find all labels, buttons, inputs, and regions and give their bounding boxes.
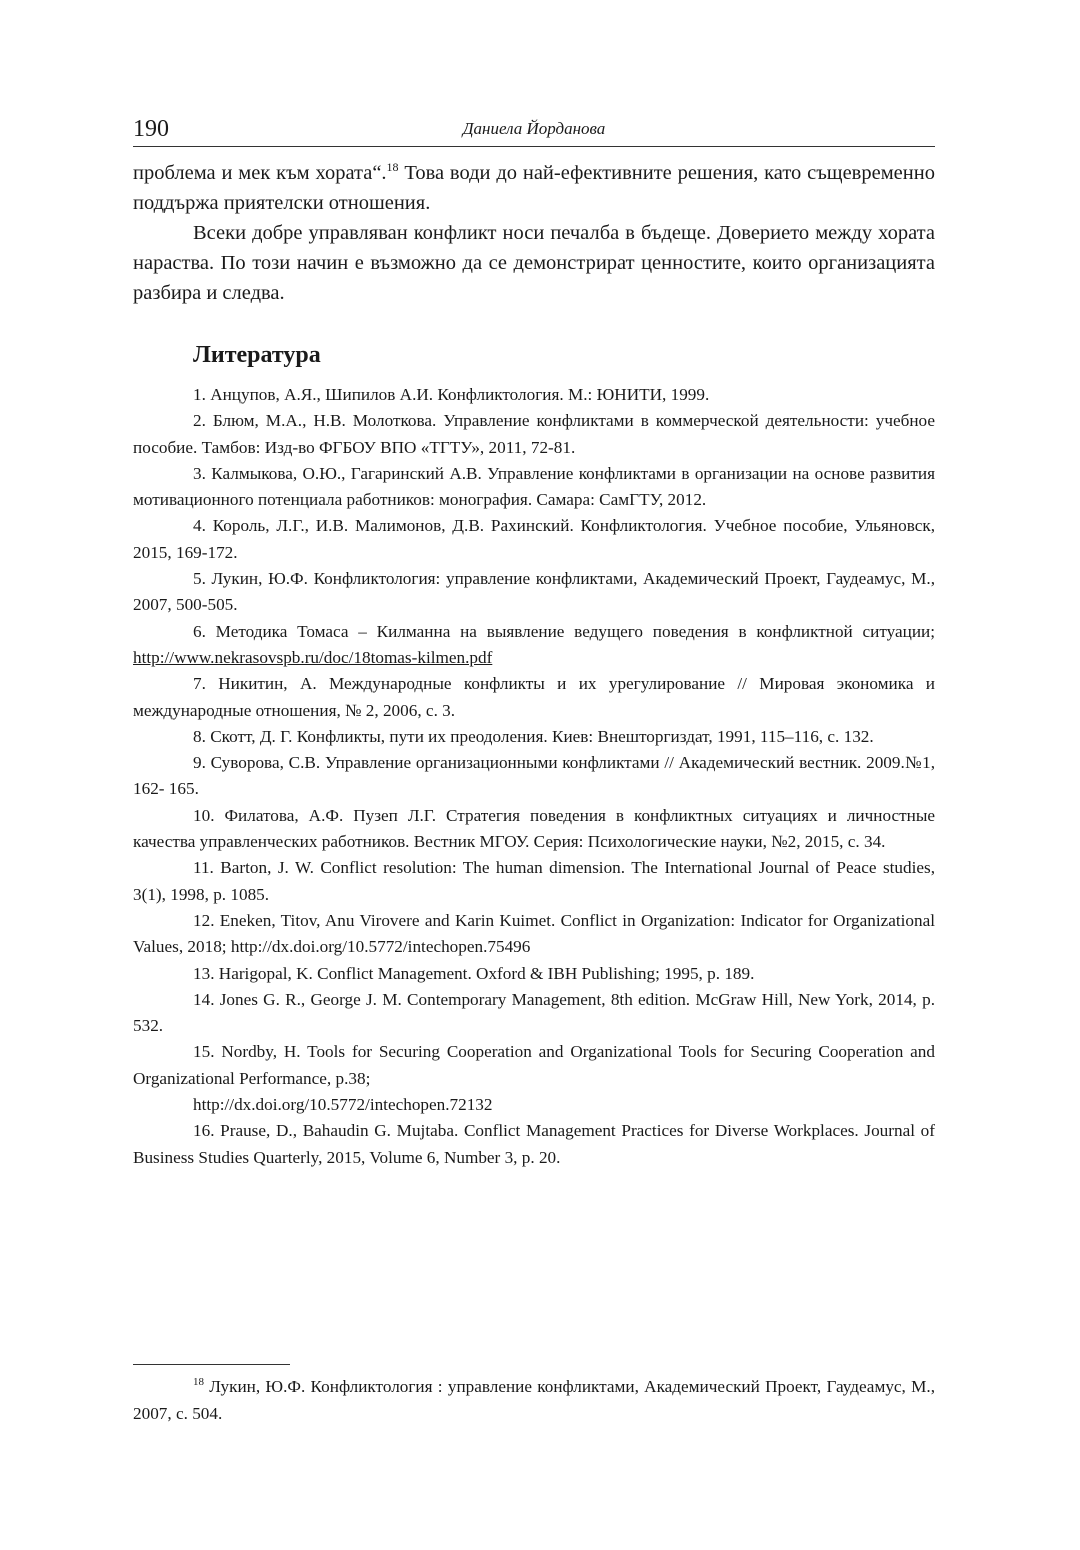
reference-url-line[interactable]: http://dx.doi.org/10.5772/intechopen.72132 (193, 1095, 493, 1115)
reference-item: 8. Скотт, Д. Г. Конфликты, пути их преодоления. Киев: Внешторгиздат, 1991, 115–116, с. 132. (193, 726, 874, 746)
reference-item: 10. Филатова, А.Ф. Пузеп Л.Г. Стратегия поведения в конфликтных ситуациях и личностные качества управленческих работников. Вестник МГОУ. Серия: Психологические науки, №2, 2015, с. 34. (133, 805, 935, 852)
reference-item: 14. Jones G. R., George J. M. Contemporary Management, 8th edition. McGraw Hill, New York, 2014, p. 532. (133, 989, 935, 1036)
reference-item: 7. Никитин, А. Международные конфликты и их урегулирование // Мировая экономика и международные отношения, № 2, 2006, с. 3. (133, 674, 935, 720)
paragraph-1 (133, 158, 935, 218)
reference-item: 5. Лукин, Ю.Ф. Конфликтология: управление конфликтами, Академический Проект, Гаудеамус, М., 2007, 500-505. (133, 569, 935, 615)
reference-link[interactable]: http://www.nekrasovspb.ru/doc/18tomas-kilmen.pdf (133, 647, 493, 667)
paragraph-1-start: проблема и мек към хората“. (133, 162, 387, 184)
reference-item: 11. Barton, J. W. Conflict resolution: The human dimension. The International Journal of Peace studies, 3(1), 1998, p. 1085. (133, 858, 935, 904)
body-text (133, 158, 935, 308)
paragraph-1-end: Това води до най-ефективните решения, като същевременно поддържа приятелски отношения. (133, 162, 935, 214)
reference-text: 6. Методика Томаса – Килманна на выявление ведущего поведения в конфликтной ситуации; (193, 621, 935, 641)
paragraph-2: Всеки добре управляван конфликт носи печалба в бъдеще. Доверието между хората нараства. По този начин е възможно да се демонстрират ценностите, които организацията разбира и следва. (133, 222, 935, 304)
reference-item: 4. Король, Л.Г., И.В. Малимонов, Д.В. Рахинский. Конфликтология. Учебное пособие, Ульяновск, 2015, 169-172. (133, 516, 935, 562)
running-head: Даниела Йорданова (462, 119, 606, 138)
page-number: 190 (133, 116, 169, 142)
reference-item: 13. Harigopal, K. Conflict Management. Oxford & IBH Publishing; 1995, p. 189. (193, 963, 755, 983)
footnote (133, 1373, 935, 1427)
reference-item (133, 619, 935, 672)
reference-item: 12. Eneken, Titov, Anu Virovere and Karin Kuimet. Conflict in Organization: Indicator for Organizational Values, 2018; http://dx.doi.org/10.5772/intechopen.75496 (133, 910, 935, 957)
reference-item: 2. Блюм, М.А., Н.В. Молоткова. Управление конфликтами в коммерческой деятельности: учебное пособие. Тамбов: Изд-во ФГБОУ ВПО «ТГТУ», 2011, 72-81. (133, 411, 935, 457)
reference-item: 15. Nordby, H. Tools for Securing Cooperation and Organizational Tools for Securing Cooperation and Organizational Performance, p.38; (133, 1042, 935, 1088)
reference-item: 16. Prause, D., Bahaudin G. Mujtaba. Conflict Management Practices for Diverse Workplaces. Journal of Business Studies Quarterly, 2015, Volume 6, Number 3, p. 20. (133, 1121, 935, 1167)
reference-item: 1. Анцупов, А.Я., Шипилов А.И. Конфликтология. М.: ЮНИТИ, 1999. (193, 385, 710, 404)
reference-item: 3. Калмыкова, О.Ю., Гагаринский А.В. Управление конфликтами в организации на основе развития мотивационного потенциала работников: монография. Самара: СамГТУ, 2012. (133, 463, 935, 510)
footnote-number: 18 (193, 1376, 204, 1388)
reference-item: 9. Суворова, С.В. Управление организационными конфликтами // Академический вестник. 2009.№1, 162- 165. (133, 753, 935, 799)
page-header (133, 114, 935, 147)
footnote-text: Лукин, Ю.Ф. Конфликтология : управление конфликтами, Академический Проект, Гаудеамус, М., 2007, с. 504. (133, 1377, 935, 1423)
footnote-separator (133, 1364, 290, 1365)
footnote-ref[interactable]: 18 (386, 160, 399, 174)
reference-list (133, 382, 935, 1171)
literature-heading: Литература (193, 342, 321, 368)
